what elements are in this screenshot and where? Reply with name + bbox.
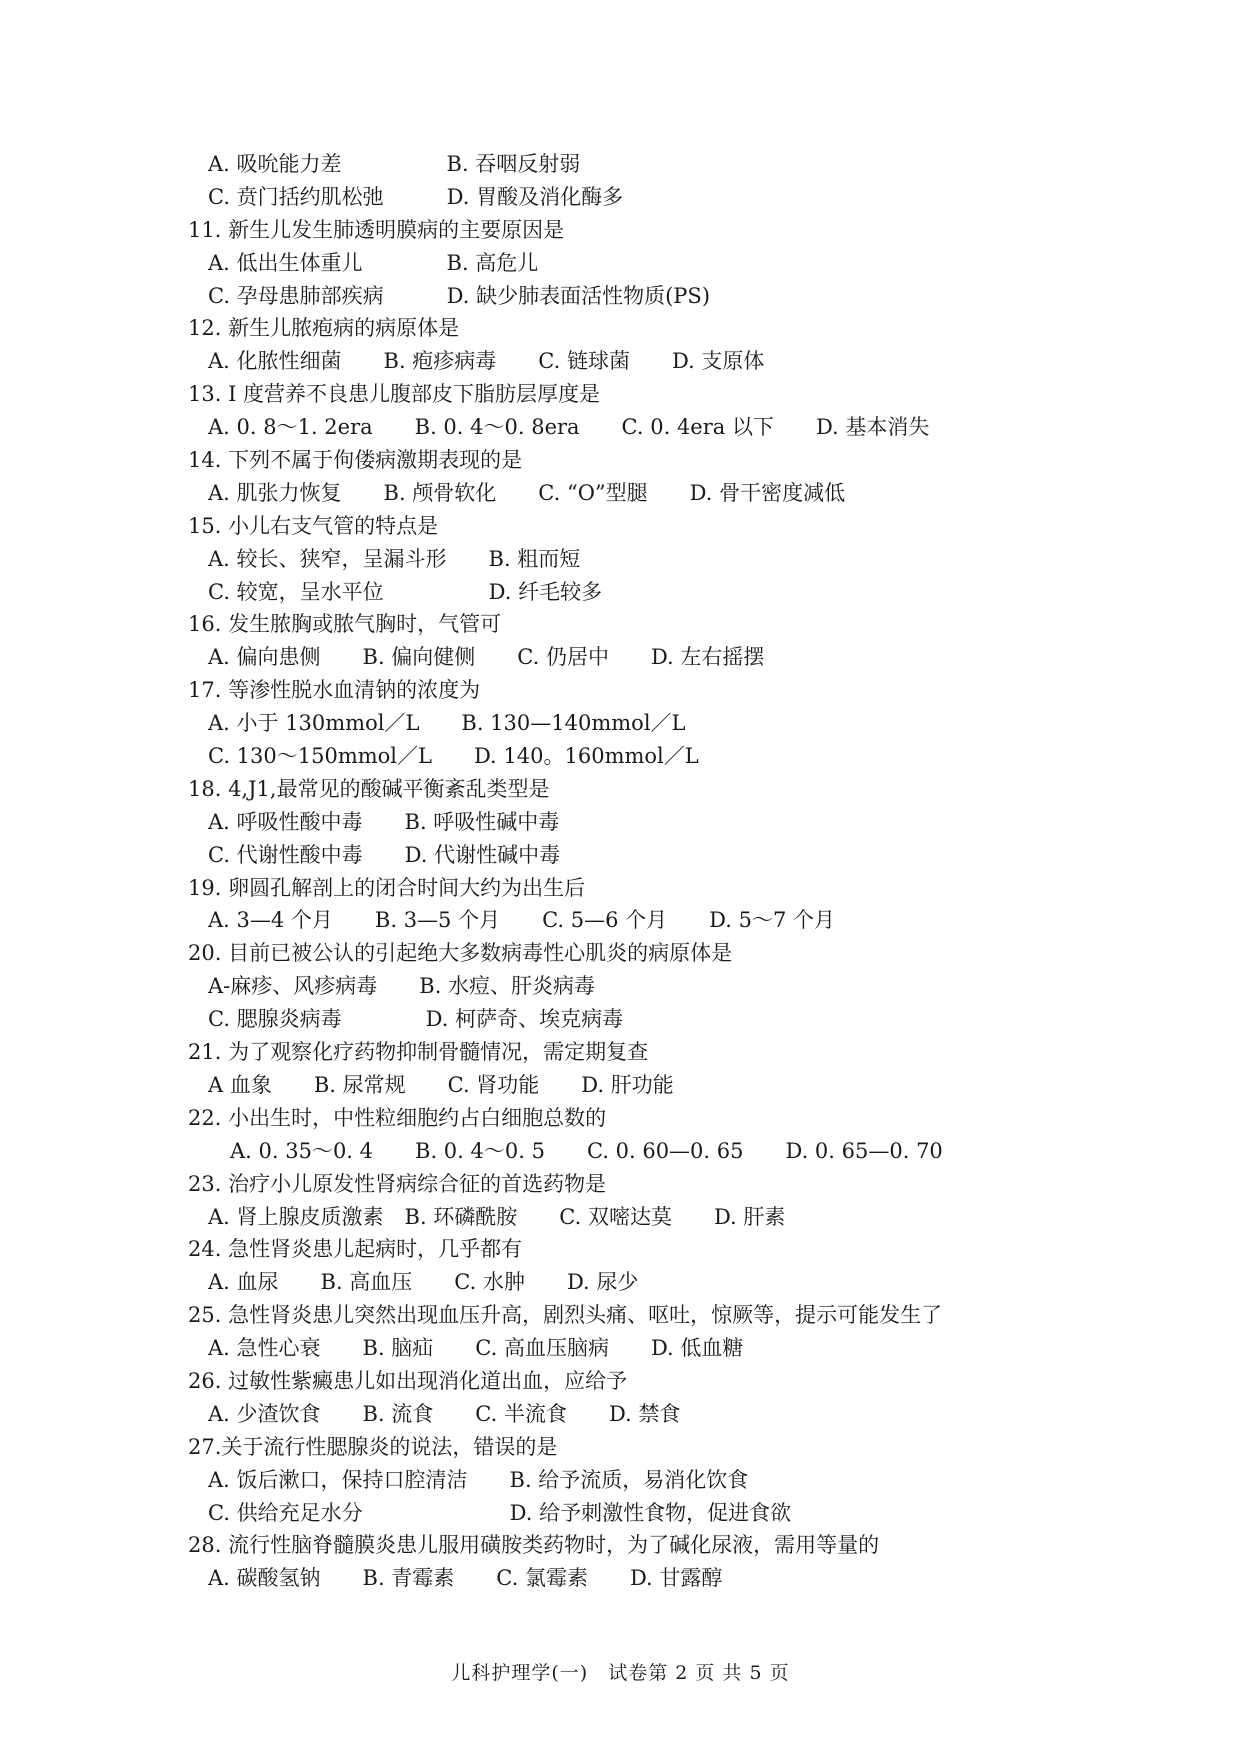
answer-options: A. 偏向患侧 B. 偏向健侧 C. 仍居中 D. 左右摇摆 [208, 645, 765, 670]
answer-options: A. 0. 8～1. 2era B. 0. 4～0. 8era C. 0. 4era 以下 D. 基本消失 [208, 415, 930, 440]
answer-options: C. 供给充足水分 D. 给予刺激性食物，促进食欲 [208, 1500, 792, 1525]
answer-options: A. 0. 35～0. 4 B. 0. 4～0. 5 C. 0. 60—0. 65 D. 0. 65—0. 70 [230, 1138, 943, 1163]
answer-options: A. 3—4 个月 B. 3—5 个月 C. 5—6 个月 D. 5～7 个月 [208, 908, 835, 933]
answer-options: A 血象 B. 尿常规 C. 肾功能 D. 肝功能 [208, 1072, 674, 1097]
page-footer: 儿科护理学(一) 试卷第 2 页 共 5 页 [451, 1662, 790, 1684]
answer-options: A. 吸吮能力差 B. 吞咽反射弱 [208, 152, 581, 176]
answer-options: A. 少渣饮食 B. 流食 C. 半流食 D. 禁食 [208, 1401, 681, 1426]
question-stem: 20. 目前已被公认的引起绝大多数病毒性心肌炎的病原体是 [188, 941, 733, 966]
question-stem: 21. 为了观察化疗药物抑制骨髓情况，需定期复查 [188, 1040, 649, 1065]
answer-options: A. 较长、狭窄，呈漏斗形 B. 粗而短 [208, 546, 581, 571]
question-stem: 25. 急性肾炎患儿突然出现血压升高，剧烈头痛、呕吐，惊厥等，提示可能发生了 [188, 1303, 943, 1328]
question-stem: 19. 卵圆孔解剖上的闭合时间大约为出生后 [188, 875, 586, 900]
question-stem: 17. 等渗性脱水血清钠的浓度为 [188, 678, 481, 703]
answer-options: A. 肾上腺皮质激素 B. 环磷酰胺 C. 双嘧达莫 D. 肝素 [208, 1204, 786, 1229]
answer-options: C. 130～150mmol／L D. 140。160mmol／L [208, 744, 699, 769]
answer-options: A. 血尿 B. 高血压 C. 水肿 D. 尿少 [208, 1270, 639, 1295]
answer-options: A. 饭后漱口，保持口腔清洁 B. 给予流质，易消化饮食 [208, 1467, 749, 1492]
answer-options: A. 肌张力恢复 B. 颅骨软化 C. “O”型腿 D. 骨干密度减低 [208, 480, 846, 505]
answer-options: C. 代谢性酸中毒 D. 代谢性碱中毒 [208, 842, 561, 867]
answer-options: A. 急性心衰 B. 脑疝 C. 高血压脑病 D. 低血糖 [208, 1336, 744, 1361]
answer-options: A. 呼吸性酸中毒 B. 呼吸性碱中毒 [208, 809, 560, 834]
question-stem: 22. 小出生时，中性粒细胞约占白细胞总数的 [188, 1105, 607, 1130]
question-stem: 24. 急性肾炎患儿起病时，几乎都有 [188, 1237, 523, 1262]
question-stem: 15. 小儿右支气管的特点是 [188, 513, 439, 538]
answer-options: A. 化脓性细菌 B. 疱疹病毒 C. 链球菌 D. 支原体 [208, 349, 765, 374]
question-stem: 13. I 度营养不良患儿腹部皮下脂肪层厚度是 [188, 382, 601, 407]
question-stem: 28. 流行性脑脊髓膜炎患儿服用磺胺类药物时，为了碱化尿液，需用等量的 [188, 1533, 880, 1558]
answer-options: A. 低出生体重儿 B. 高危儿 [208, 250, 539, 275]
answer-options: A. 小于 130mmol／L B. 130—140mmol／L [208, 711, 686, 736]
question-stem: 27.关于流行性腮腺炎的说法，错误的是 [188, 1434, 558, 1459]
question-stem: 16. 发生脓胸或脓气胸时，气管可 [188, 612, 502, 637]
question-stem: 18. 4,J1,最常见的酸碱平衡紊乱类型是 [188, 776, 550, 801]
answer-options: A. 碳酸氢钠 B. 青霉素 C. 氯霉素 D. 甘露醇 [208, 1566, 723, 1591]
question-stem: 14. 下列不属于佝偻病激期表现的是 [188, 448, 523, 473]
question-stem: 23. 治疗小儿原发性肾病综合征的首选药物是 [188, 1171, 607, 1196]
answer-options: C. 孕母患肺部疾病 D. 缺少肺表面活性物质(PS) [208, 283, 711, 308]
answer-options: C. 贲门括约肌松弛 D. 胃酸及消化酶多 [208, 184, 624, 209]
answer-options: C. 腮腺炎病毒 D. 柯萨奇、埃克病毒 [208, 1007, 624, 1032]
answer-options: C. 较宽，呈水平位 D. 纤毛较多 [208, 579, 603, 604]
question-list [188, 148, 1188, 1595]
question-stem: 12. 新生儿脓疱病的病原体是 [188, 316, 460, 341]
answer-options: A-麻疹、风疹病毒 B. 水痘、肝炎病毒 [208, 974, 596, 999]
question-stem: 26. 过敏性紫癜患儿如出现消化道出血，应给予 [188, 1368, 628, 1393]
question-stem: 11. 新生儿发生肺透明膜病的主要原因是 [188, 217, 565, 242]
